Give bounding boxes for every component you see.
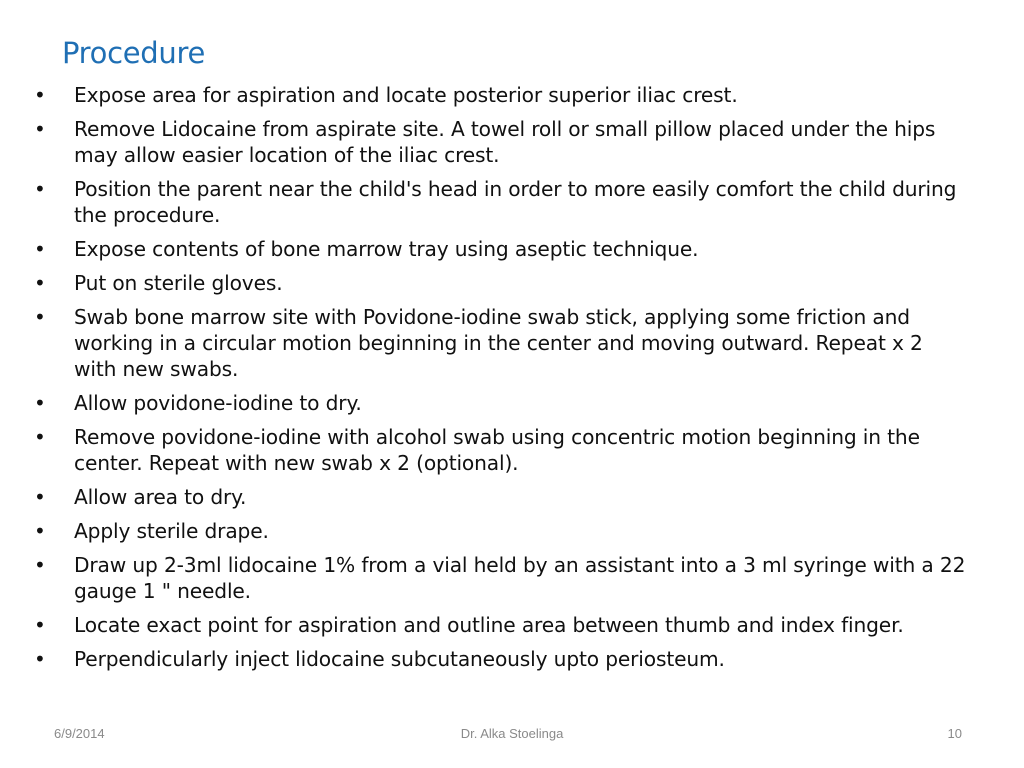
list-item [30,424,970,476]
bullet-dot-icon: • [34,271,46,295]
bullet-dot-icon: • [34,553,46,577]
bullet-text: Perpendicularly inject lidocaine subcutaneously upto periosteum. [74,647,725,671]
bullet-dot-icon: • [34,117,46,141]
bullet-dot-icon: • [34,519,46,543]
list-item [30,236,970,262]
bullet-dot-icon: • [34,83,46,107]
bullet-dot-icon: • [34,237,46,261]
list-item [30,82,970,108]
bullet-text: Expose contents of bone marrow tray using aseptic technique. [74,237,699,261]
list-item [30,484,970,510]
bullet-list [30,82,970,680]
bullet-text: Remove Lidocaine from aspirate site. A towel roll or small pillow placed under the hips may allow easier location of the iliac crest. [74,117,936,167]
footer-page-number: 10 [947,726,962,741]
footer-date: 6/9/2014 [54,726,105,741]
bullet-dot-icon: • [34,425,46,449]
list-item [30,176,970,228]
list-item [30,270,970,296]
bullet-text: Apply sterile drape. [74,519,269,543]
list-item [30,612,970,638]
slide-title: Procedure [62,36,206,70]
bullet-dot-icon: • [34,391,46,415]
bullet-dot-icon: • [34,177,46,201]
bullet-dot-icon: • [34,647,46,671]
bullet-text: Put on sterile gloves. [74,271,283,295]
bullet-text: Draw up 2-3ml lidocaine 1% from a vial held by an assistant into a 3 ml syringe with a 22 gauge 1 " needle. [74,553,966,603]
list-item [30,116,970,168]
bullet-text: Expose area for aspiration and locate posterior superior iliac crest. [74,83,738,107]
bullet-text: Position the parent near the child's head in order to more easily comfort the child during the procedure. [74,177,957,227]
list-item [30,518,970,544]
list-item [30,304,970,382]
bullet-text: Locate exact point for aspiration and outline area between thumb and index finger. [74,613,904,637]
list-item [30,646,970,672]
bullet-dot-icon: • [34,305,46,329]
bullet-text: Remove povidone-iodine with alcohol swab using concentric motion beginning in the center. Repeat with new swab x 2 (optional). [74,425,920,475]
bullet-text: Allow povidone-iodine to dry. [74,391,362,415]
bullet-dot-icon: • [34,613,46,637]
footer-author: Dr. Alka Stoelinga [460,726,564,741]
bullet-dot-icon: • [34,485,46,509]
list-item [30,552,970,604]
list-item [30,390,970,416]
bullet-text: Allow area to dry. [74,485,247,509]
bullet-text: Swab bone marrow site with Povidone-iodine swab stick, applying some friction and working in a circular motion beginning in the center and moving outward. Repeat x 2 with new swabs. [74,305,923,381]
